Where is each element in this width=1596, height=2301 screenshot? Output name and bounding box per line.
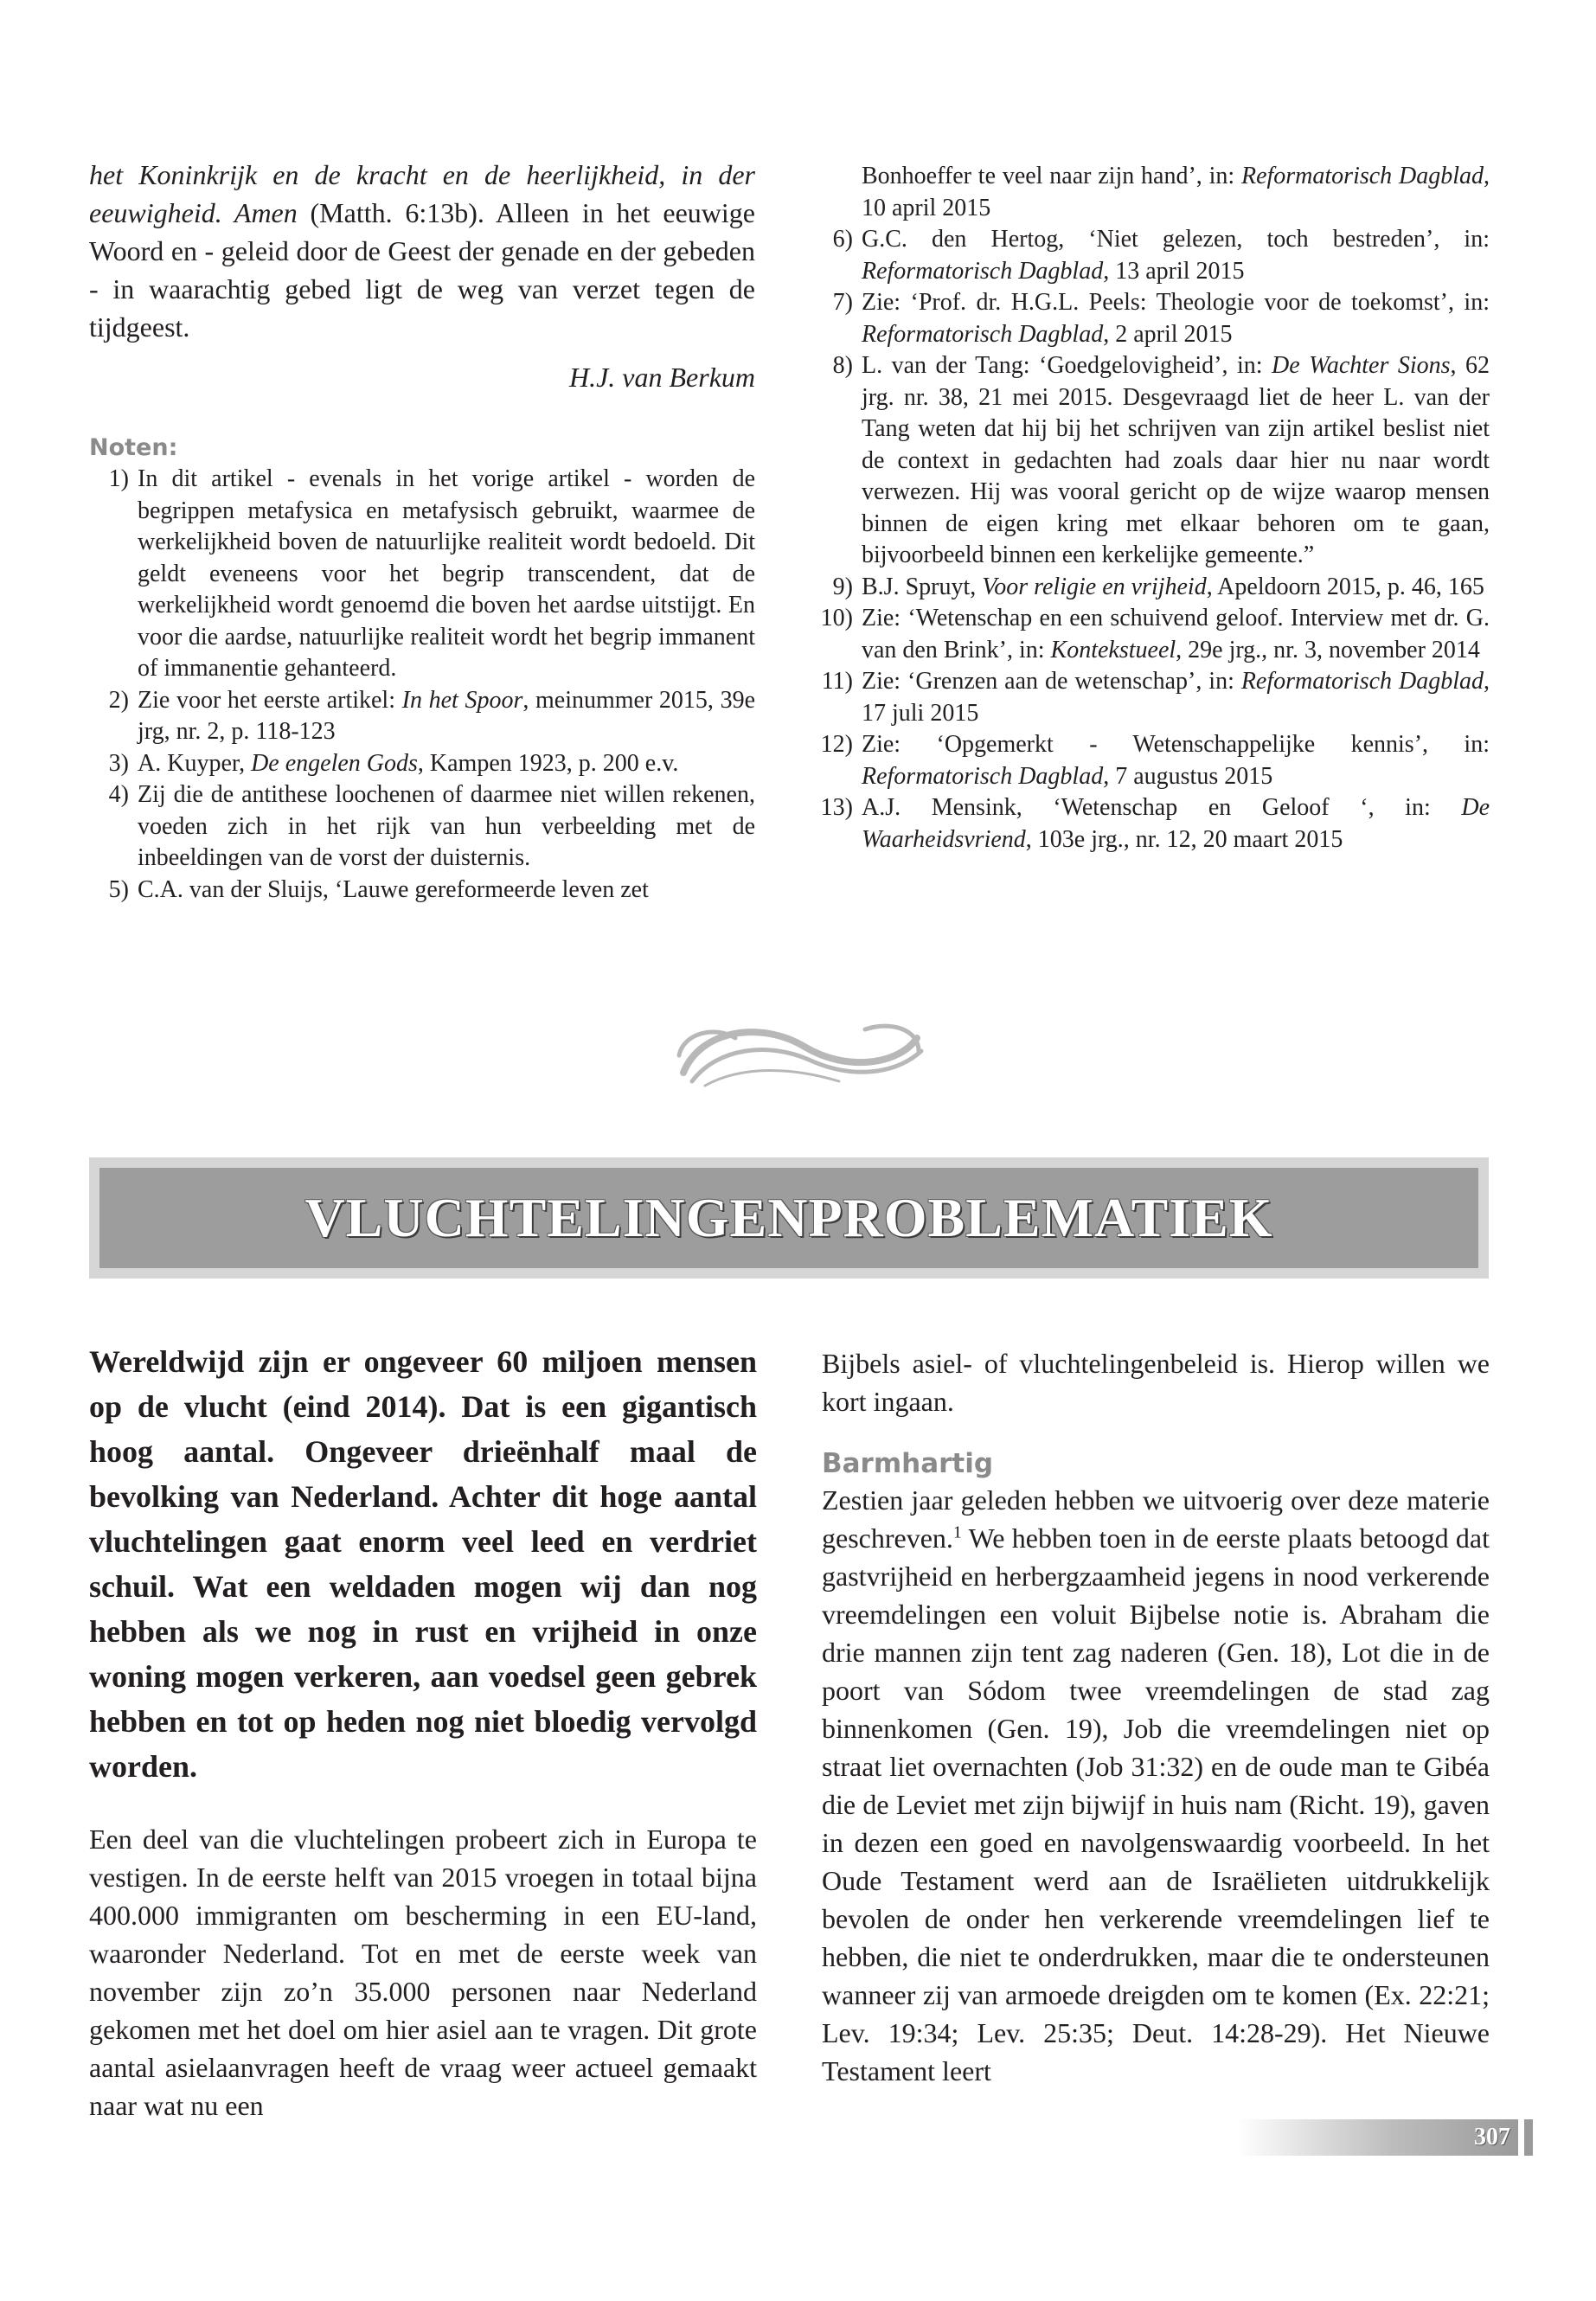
note-number: 11) [821,668,853,695]
note-item [813,792,1490,856]
note-item [89,748,755,780]
note-text: C.A. van der Sluijs, ‘Lauwe gereformeerde leven zet [138,875,649,903]
intro-paragraph: Bijbels asiel- of vluchtelingenbeleid is. Hierop willen we kort ingaan. [822,1348,1490,1417]
subheading: Barmhartig [822,1448,994,1479]
page-number: 307 [1474,2124,1510,2150]
note-number: 13) [820,794,853,821]
page-number-bar-tab [1524,2119,1533,2156]
note-text: In dit artikel - evenals in het vorige artikel - worden de begrippen metafysica en metafysisch gebruikt, waarmee de werkelijkheid boven de natuurlijke realiteit wordt bedoeld. Dit geldt eveneens voor het begrip transcendent, dat de werkelijkheid wordt genoemd die boven het aardse uitstijgt. En voor die aardse, natuurlijke realiteit wordt het begrip immanent of immanentie gehanteerd. [138,465,755,682]
top-left-column [89,156,755,906]
body-paragraph: Zestien jaar geleden hebben we uitvoerig over deze materie geschreven.$^1$ We hebben toen in de eerste plaats betoogd dat gastvrijheid en herbergzaamheid jegens in nood verkerende vreemdelingen een voluit Bijbelse notie is. Abraham die drie mannen zijn tent zag naderen (Gen. 18), Lot die in de poort van Sódom twee vreemdelingen de stad zag binnenkomen (Gen. 19), Job die vreemdelingen niet op straat liet overnachten (Job 31:32) en de oude man te Gibéa die de Leviet met zijn bijwijf in huis nam (Richt. 19), gaven in dezen een goed en navolgenswaardig voorbeeld. In het Oude Testament werd aan de Israëlieten uitdrukkelijk bevolen de onder hen verkerende vreemdelingen lief te hebben, die niet te onderdrukken, maar die te ondersteunen wanneer zij van armoede dreigden om te komen (Ex. 22:21; Lev. 19:34; Lev. 25:35; Deut. 14:28-29). Het Nieuwe Testament leert [822,1484,1490,2086]
closing-paragraph-rest: (Matth. 6:13b). Alleen in het eeuwige Woord en - geleid door de Geest der genade en der gebeden - in waarachtig gebed ligt de weg van verzet tegen de tijdgeest. [89,197,756,343]
notes-list-right [813,161,1490,856]
note-item [813,666,1490,729]
note-text: Zie: ‘Grenzen aan de wetenschap’, in: Reformatorisch Dagblad, 17 juli 2015 [862,668,1490,727]
note-number: 4) [108,781,129,808]
author-signature: H.J. van Berkum [568,362,755,393]
closing-paragraph-italic: het Koninkrijk en de kracht en de heerlijkheid, in der eeuwigheid. Amen [89,159,755,228]
note-text: Zie: ‘Wetenschap en een schuivend geloof. Interview met dr. G. van den Brink’, in: Kontekstueel, 29e jrg., nr. 3, november 2014 [862,605,1490,663]
note-text: Zie: ‘Opgemerkt - Wetenschappelijke kennis’, in: Reformatorisch Dagblad, 7 augustus 2015 [862,731,1490,790]
note-text: Zij die de antithese loochenen of daarmee niet willen rekenen, voeden zich in het rijk van hun verbeelding met de inbeeldingen van de vorst der duisternis. [138,781,755,871]
note-number: 2) [108,686,129,714]
note-text: B.J. Spruyt, Voor religie en vrijheid, Apeldoorn 2015, p. 46, 165 [862,573,1484,600]
note-item [89,875,755,907]
notes-heading: Noten: [89,434,178,461]
lead-paragraph: Wereldwijd zijn er ongeveer 60 miljoen mensen op de vlucht (eind 2014). Dat is een gigantisch hoog aantal. Ongeveer drieënhalf maal de bevolking van Nederland. Achter dit hoge aantal vluchtelingen gaat enorm veel leed en verdriet schuil. Wat een weldaden mogen wij dan nog hebben als we nog in rust en vrijheid in onze woning mogen verkeren, aan voedsel geen gebrek hebben en tot op heden nog niet bloedig vervolgd worden. [89,1344,757,1784]
top-right-column [813,161,1490,856]
note-number: 7) [832,289,853,316]
body-paragraph: Een deel van die vluchtelingen probeert zich in Europa te vestigen. In de eerste helft van 2015 vroegen in totaal bijna 400.000 immigranten om bescherming in een EU-land, waaronder Nederland. Tot en met de eerste week van november zijn zo’n 35.000 personen naar Nederland gekomen met het doel om hier asiel aan te vragen. Dit grote aantal asielaanvragen heeft de vraag weer actueel gemaakt naar wat nu een [89,1823,757,2121]
section-title: VLUCHTELINGENPROBLEMATIEK [304,1187,1273,1248]
note-item [813,287,1490,350]
section-banner [89,1157,1489,1279]
note-item [89,464,755,685]
closing-paragraph [89,156,755,346]
notes-list-left [89,464,755,906]
note-item [813,729,1490,792]
note-number: 6) [832,226,853,253]
section-banner-inner [99,1168,1478,1268]
note-number: 9) [832,573,853,600]
note-number: 5) [108,875,129,903]
note-number: 8) [832,352,853,379]
note-text: G.C. den Hertog, ‘Niet gelezen, toch bestreden’, in: Reformatorisch Dagblad, 13 april 2015 [862,226,1490,285]
note-item [813,224,1490,287]
note-number: 10) [820,605,853,631]
note-text: A. Kuyper, De engelen Gods, Kampen 1923, p. 200 e.v. [138,749,679,777]
article-left-column [89,1339,757,2125]
flourish-ornament-icon [666,1003,934,1099]
note-number: 12) [820,731,853,758]
article-right-column [822,1344,1490,2090]
note-text: L. van der Tang: ‘Goedgelovigheid’, in: De Wachter Sions, 62 jrg. nr. 38, 21 mei 2015. Desgevraagd liet de heer L. van der Tang weten dat hij bij het schrijven van zijn artikel beslist niet de context in gedachten had zoals daar hier nu naar wordt verwezen. Hij was vooral gericht op de wijze waarop mensen binnen de eigen kring met elkaar behoren om te gaan, bijvoorbeeld binnen een kerkelijke gemeente.” [862,352,1490,568]
note-number: 3) [108,749,129,777]
note-text: Zie: ‘Prof. dr. H.G.L. Peels: Theologie voor de toekomst’, in: Reformatorisch Dagblad, 2 april 2015 [862,289,1490,348]
note-item [813,603,1490,666]
note-text: Zie voor het eerste artikel: In het Spoor, meinummer 2015, 39e jrg, nr. 2, p. 118-123 [138,686,755,745]
note-item [813,572,1490,604]
note-text: Bonhoeffer te veel naar zijn hand’, in: Reformatorisch Dagblad, 10 april 2015 [862,163,1490,221]
note-text: A.J. Mensink, ‘Wetenschap en Geloof ‘, in: De Waarheidsvriend, 103e jrg., nr. 12, 20 maart 2015 [862,794,1490,853]
note-number: 1) [108,465,129,492]
note-item [89,685,755,748]
footnote-reference: 1 [952,1522,962,1542]
note-item [813,350,1490,572]
note-item [89,779,755,875]
note-continuation [813,161,1490,224]
